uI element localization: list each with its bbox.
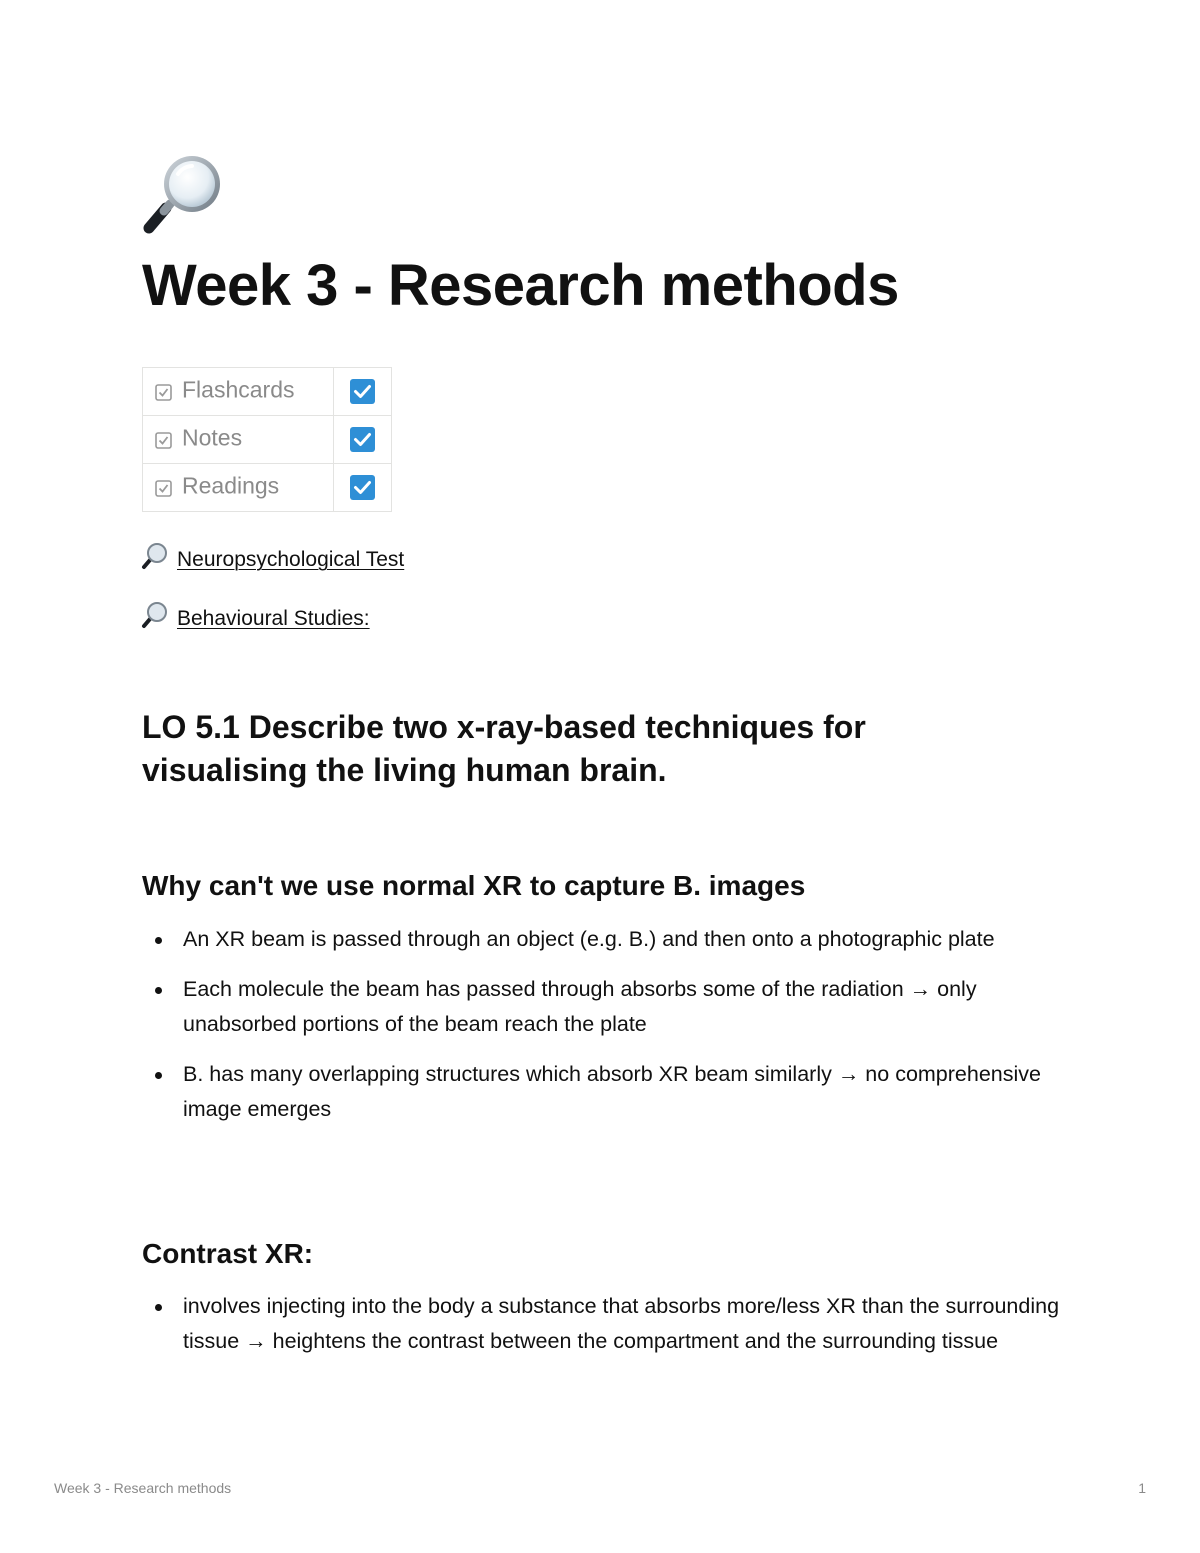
checked-checkbox[interactable]: [350, 379, 375, 404]
property-row-flashcards: [143, 368, 392, 416]
property-label: Notes: [182, 424, 243, 451]
properties-table: [142, 367, 392, 512]
footer-page-number: 1: [1138, 1480, 1146, 1496]
contrast-heading: Contrast XR:: [142, 1238, 314, 1269]
page-link-neuropsychological-test[interactable]: [141, 542, 404, 579]
page-link-behavioural-studies[interactable]: [141, 601, 370, 638]
checked-checkbox[interactable]: [350, 475, 375, 500]
checkbox-property-icon: [155, 476, 172, 503]
page-link-label[interactable]: Neuropsychological Test: [177, 548, 405, 572]
page-title: Week 3 - Research methods: [142, 253, 899, 318]
list-item: involves injecting into the body a substance that absorbs more/less XR than the surrounding tissue → heightens the contrast between the compartment and the surrounding tissue: [183, 1289, 1063, 1359]
checkbox-property-icon: [155, 428, 172, 455]
property-row-readings: [143, 464, 392, 512]
property-value-cell: [334, 368, 392, 416]
page-link-label[interactable]: Behavioural Studies:: [177, 607, 370, 631]
why-heading: Why can't we use normal XR to capture B. images: [142, 870, 806, 901]
magnifying-glass-icon: [141, 601, 169, 638]
list-item: An XR beam is passed through an object (e.g. B.) and then onto a photographic plate: [183, 922, 1063, 957]
magnifying-glass-icon: [140, 150, 230, 240]
footer-title: Week 3 - Research methods: [54, 1480, 232, 1496]
property-value-cell: [334, 416, 392, 464]
property-row-notes: [143, 416, 392, 464]
magnifying-glass-icon: [141, 542, 169, 579]
property-value-cell: [334, 464, 392, 512]
contrast-bullet-list: [183, 1289, 1063, 1374]
property-name-cell: [143, 368, 334, 416]
property-name-cell: [143, 464, 334, 512]
property-label: Readings: [182, 472, 280, 499]
list-item: Each molecule the beam has passed through absorbs some of the radiation → only unabsorbed portions of the beam reach the plate: [183, 972, 1063, 1042]
lo-heading: LO 5.1 Describe two x-ray-based techniques for visualising the living human brain.: [142, 709, 866, 788]
why-bullet-list: [183, 922, 1063, 1142]
checkbox-property-icon: [155, 380, 172, 407]
checked-checkbox[interactable]: [350, 427, 375, 452]
property-label: Flashcards: [182, 376, 295, 403]
list-item: B. has many overlapping structures which absorb XR beam similarly → no comprehensive image emerges: [183, 1057, 1063, 1127]
property-name-cell: [143, 416, 334, 464]
